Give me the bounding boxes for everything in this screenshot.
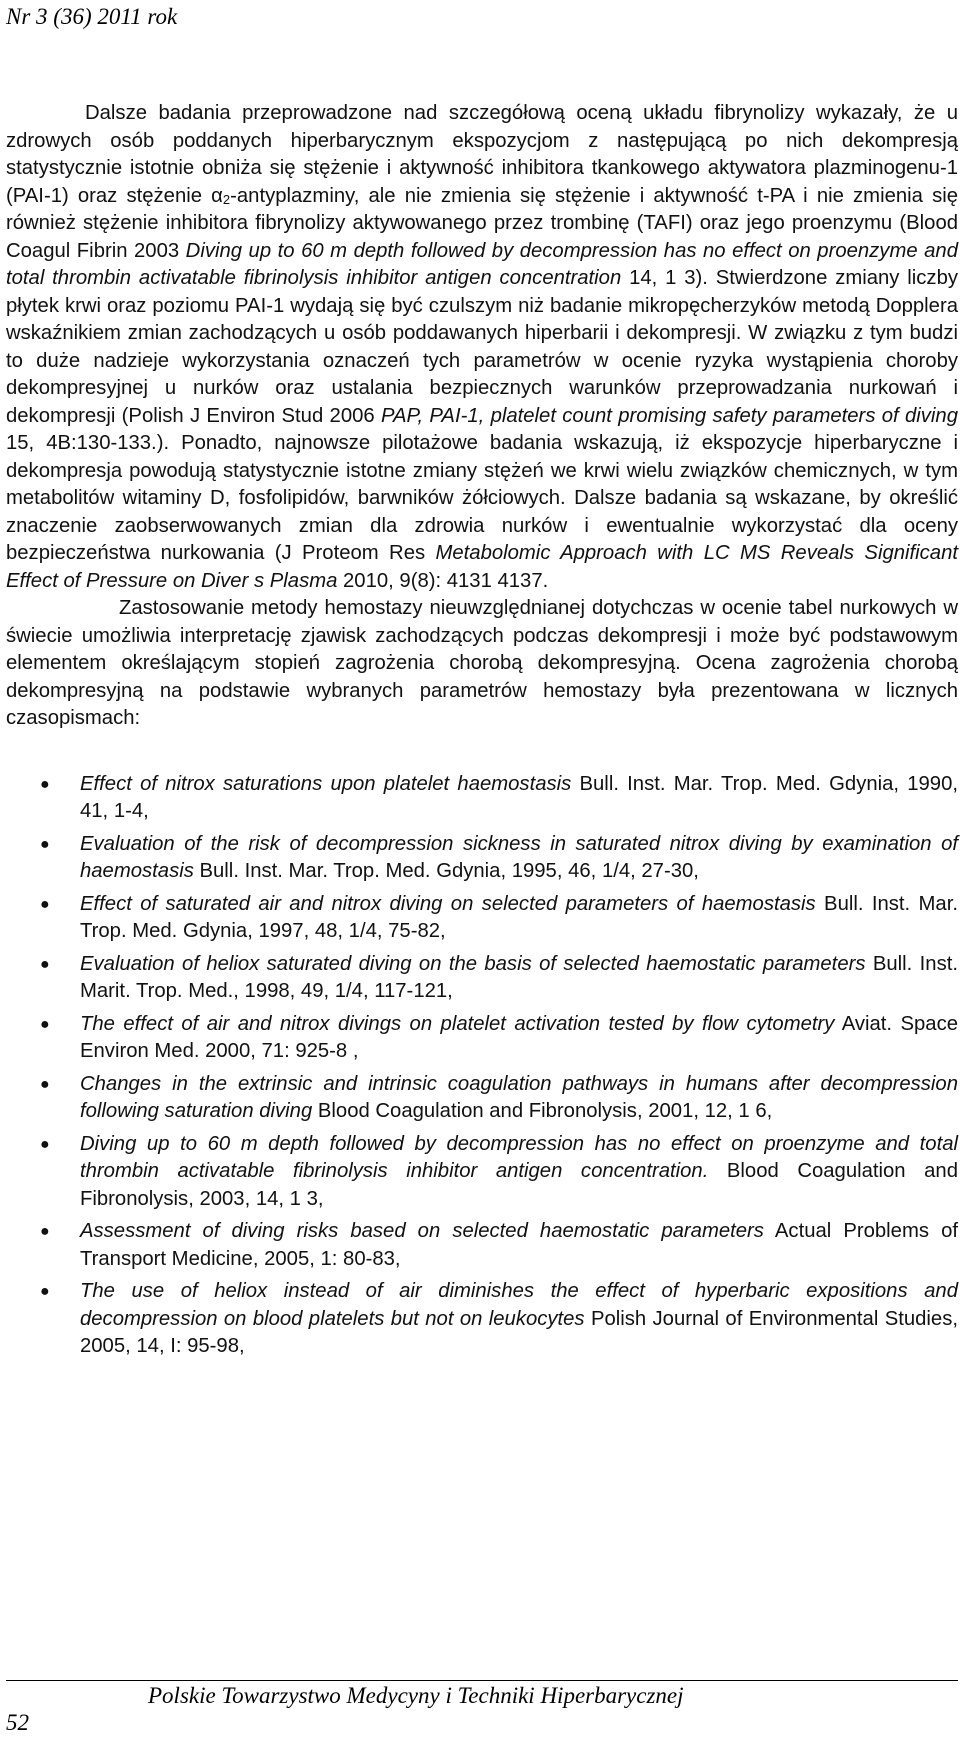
reference-source: Aviat. Space Environ Med. 2000, 71: 925-8 , xyxy=(80,1012,959,1062)
bullet-icon: ● xyxy=(40,1135,50,1153)
reference-title: The use of heliox instead of air diminishes the effect of hyperbaric expositions and decompression on blood platelets but not on leukocytes xyxy=(80,1280,958,1330)
reference-source: Bull. Inst. Mar. Trop. Med. Gdynia, 1995, 46, 1/4, 27-30, xyxy=(193,860,699,882)
article-body xyxy=(6,100,958,1366)
page-number: 52 xyxy=(6,1710,29,1735)
paragraph-text: Dalsze badania przeprowadzone nad szczegółową oceną układu fibrynolizy wykazały, że u zdrowych osób poddanych hiperbarycznym ekspozycjom z następującą po nich dekompresją statystycznie istotnie obniża się stężenie i aktywność inhibitora tkankowego aktywatora plazminogenu-1 (PAI-1) oraz stężenie α xyxy=(6,102,958,207)
reference-list xyxy=(6,771,958,1361)
reference-source: Blood Coagulation and Fibronolysis, 2003, 14, 1 3, xyxy=(80,1160,958,1210)
list-item xyxy=(6,1218,958,1273)
reference-title: The effect of air and nitrox divings on platelet activation tested by flow cytometry xyxy=(80,1012,835,1035)
cited-title: PAP, PAI-1, platelet count promising safety parameters of diving xyxy=(380,404,958,427)
bullet-icon: ● xyxy=(40,1223,50,1240)
reference-title: Assessment of diving risks based on selected haemostatic parameters xyxy=(80,1220,764,1242)
bullet-icon: ● xyxy=(40,895,50,913)
paragraph-text: 15, 4B:130-133.). Ponadto, najnowsze pilotażowe badania wskazują, iż ekspozycje hiperbaryczne i dekompresja powodują statystycznie istotne zmiany stężeń we krwi wielu związków chemicznych, w tym metabolitów witaminy D, fosfolipidów, barwników żółciowych. Dalsze badania są wskazane, by określić znaczenie zaobserwowanych zmian dla zdrowia nurków i ewentualnie wykorzystać dla oceny bezpieczeństwa nurkowania (J Proteom Res xyxy=(6,432,958,564)
reference-title: Effect of saturated air and nitrox diving on selected parameters of haemostasis xyxy=(80,892,816,915)
reference-source: Blood Coagulation and Fibronolysis, 2001, 12, 1 6, xyxy=(312,1100,773,1122)
reference-title: Changes in the extrinsic and intrinsic coagulation pathways in humans after decompression following saturation diving xyxy=(80,1072,958,1122)
bullet-icon: ● xyxy=(40,1075,50,1093)
reference-source: Bull. Inst. Mar. Trop. Med. Gdynia, 1990, 41, 1-4, xyxy=(80,772,959,822)
bullet-icon: ● xyxy=(40,1015,50,1033)
list-item xyxy=(6,951,958,1006)
reference-title: Effect of nitrox saturations upon platelet haemostasis xyxy=(80,772,572,795)
list-item xyxy=(6,1011,958,1066)
body-paragraph-1 xyxy=(6,100,958,595)
reference-source: Actual Problems of Transport Medicine, 2005, 1: 80-83, xyxy=(80,1220,958,1270)
list-item xyxy=(6,1071,958,1126)
reference-title: Diving up to 60 m depth followed by decompression has no effect on proenzyme and total thrombin activatable fibrinolysis inhibitor antigen concentration. xyxy=(80,1132,958,1182)
paragraph-text: -antyplazminy, ale nie zmienia się stężenie i aktywność t-PA i nie zmienia się również stężenie inhibitora fibrynolizy aktywowanego przez trombinę (TAFI) oraz jego proenzymu (Blood Coagul Fibrin 2003 xyxy=(6,184,958,262)
reference-title: Evaluation of heliox saturated diving on the basis of selected haemostatic parameters xyxy=(80,952,866,975)
subscript: 2 xyxy=(222,191,231,207)
bullet-icon: ● xyxy=(40,955,50,973)
footer-publisher: Polskie Towarzystwo Medycyny i Techniki Hiperbarycznej xyxy=(148,1683,684,1708)
reference-title: Evaluation of the risk of decompression sickness in saturated nitrox diving by examination of haemostasis xyxy=(80,832,958,882)
reference-source: Polish Journal of Environmental Studies, 2005, 14, I: 95-98, xyxy=(80,1307,958,1357)
bullet-icon: ● xyxy=(40,775,50,793)
list-item xyxy=(6,1278,958,1361)
list-item xyxy=(6,831,958,886)
paragraph-text: 14, 1 3). Stwierdzone zmiany liczby płytek krwi oraz poziomu PAI-1 wydają się być czulszym niż badanie mikropęcherzyków metodą Dopplera wskaźnikiem zmian zachodzących u osób poddawanych hiperbarii i dekompresji. W związku z tym budzi to duże nadzieje wykorzystania oznaczeń tych parametrów w ocenie ryzyka wystąpienia choroby dekompresyjnej u nurków oraz ustalania bezpiecznych warunków przeprowadzania nurkowań i dekompresji (Polish J Environ Stud 2006 xyxy=(6,267,958,427)
list-item xyxy=(6,1131,958,1214)
cited-title: Diving up to 60 m depth followed by decompression has no effect on proenzyme and total thrombin activatable fibrinolysis inhibitor antigen concentration xyxy=(6,239,958,289)
cited-title: Metabolomic Approach with LC MS Reveals Significant Effect of Pressure on Diver s Plasma xyxy=(6,542,958,592)
reference-source: Bull. Inst. Mar. Trop. Med. Gdynia, 1997, 48, 1/4, 75-82, xyxy=(80,892,958,942)
journal-issue-header: Nr 3 (36) 2011 rok xyxy=(6,4,178,29)
bullet-icon: ● xyxy=(40,1283,50,1300)
reference-source: Bull. Inst. Marit. Trop. Med., 1998, 49, 1/4, 117-121, xyxy=(80,952,958,1002)
footer-divider xyxy=(6,1680,958,1681)
paragraph-text: 2010, 9(8): 4131 4137. xyxy=(337,569,549,592)
bullet-icon: ● xyxy=(40,835,50,853)
list-item xyxy=(6,891,958,946)
list-item xyxy=(6,771,958,826)
body-paragraph-2: Zastosowanie metody hemostazy nieuwzględnianej dotychczas w ocenie tabel nurkowych w świecie umożliwia interpretację zjawisk zachodzących podczas dekompresji i może być podstawowym elementem określającym stopień zagrożenia chorobą dekompresyjną. Ocena zagrożenia chorobą dekompresyjną na podstawie wybranych parametrów hemostazy była prezentowana w licznych czasopismach: xyxy=(6,597,958,729)
